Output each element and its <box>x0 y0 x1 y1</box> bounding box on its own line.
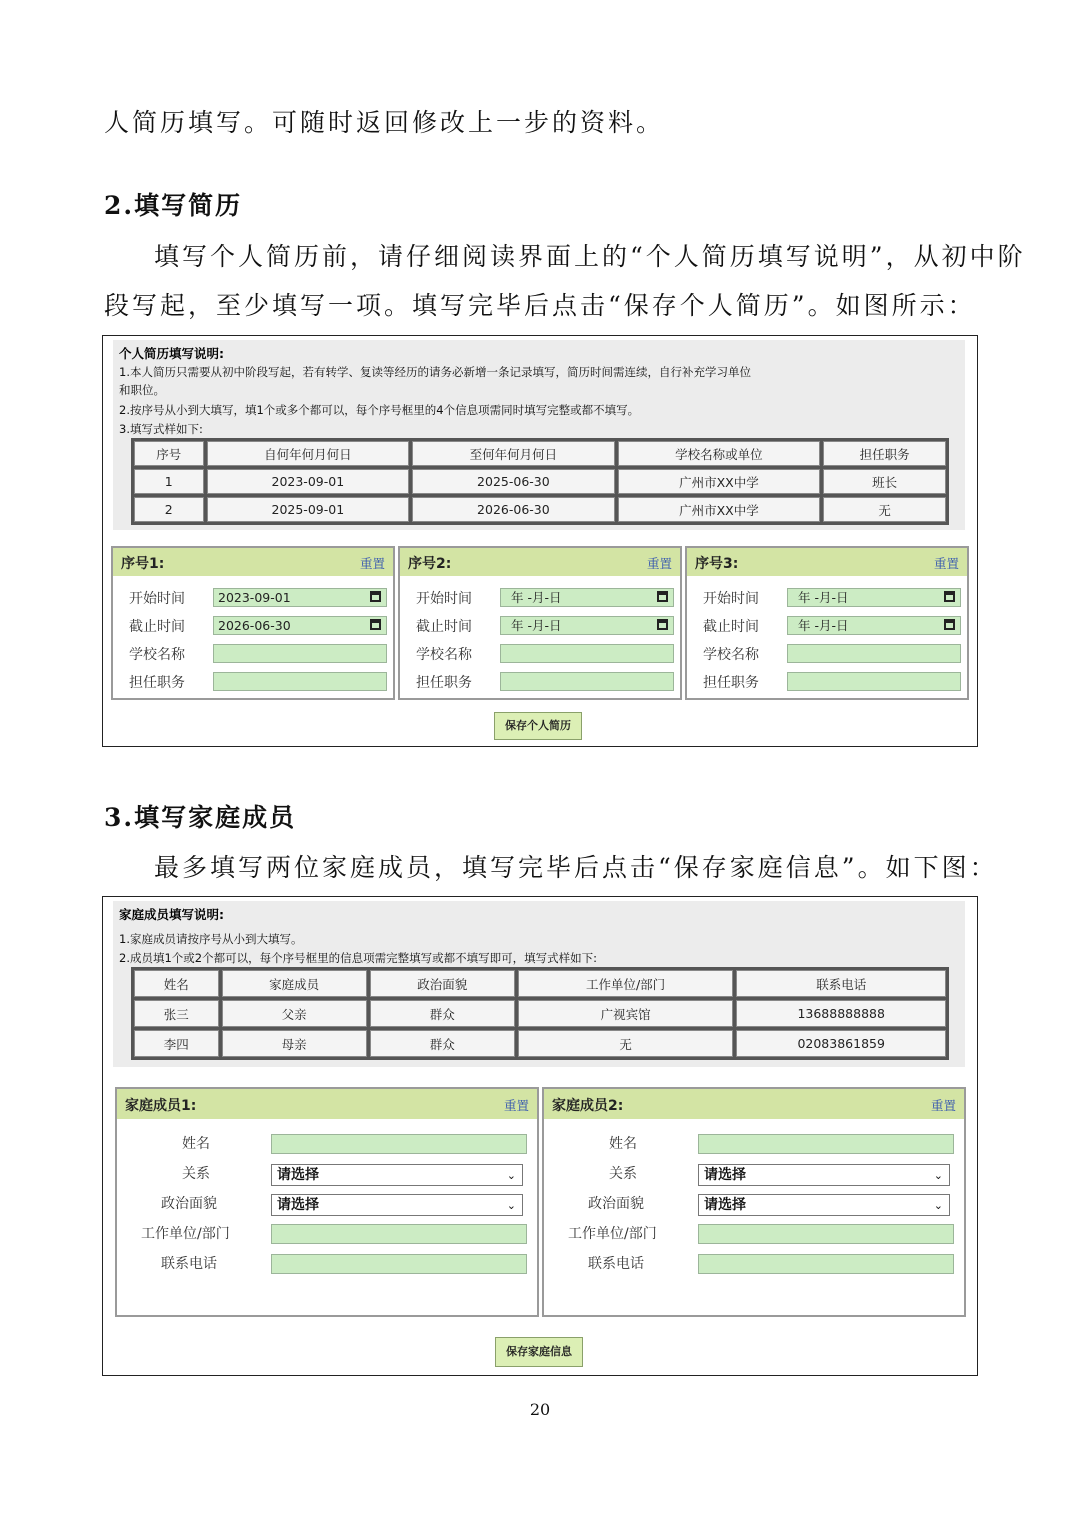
page-number: 20 <box>529 1400 551 1419</box>
table-cell: 2026-06-30 <box>412 497 615 522</box>
calendar-icon[interactable] <box>944 591 955 602</box>
work-unit-label: 工作单位/部门 <box>568 1226 657 1242</box>
relation-select[interactable]: 请选择 ⌄ <box>271 1164 523 1186</box>
table-cell: 2023-09-01 <box>207 469 410 494</box>
resume-panel-3 <box>685 546 969 700</box>
table-cell: 群众 <box>370 1000 515 1027</box>
panel-header <box>687 548 967 576</box>
section2-paragraph-line2: 段写起，至少填写一项。填写完毕后点击“保存个人简历”。如图所示： <box>104 291 976 320</box>
school-name-input[interactable] <box>787 644 961 663</box>
resume-panel-2 <box>398 546 682 700</box>
family-instructions-title: 家庭成员填写说明: <box>119 907 224 922</box>
start-date-input[interactable]: 2023-09-01 <box>213 588 387 607</box>
relation-select[interactable]: 请选择 ⌄ <box>698 1164 950 1186</box>
end-time-label: 截止时间 <box>416 619 472 635</box>
phone-label: 联系电话 <box>161 1256 217 1272</box>
panel-title: 序号1: <box>121 556 165 572</box>
chevron-down-icon: ⌄ <box>933 1169 943 1182</box>
resume-panel-1 <box>111 546 395 700</box>
reset-link[interactable]: 重置 <box>503 1098 529 1113</box>
table-cell: 无 <box>518 1030 734 1057</box>
resume-instruction-line: 和职位。 <box>119 383 165 397</box>
panel-title: 序号3: <box>695 556 739 572</box>
politics-select[interactable]: 请选择 ⌄ <box>271 1194 523 1216</box>
table-cell: 广州市XX中学 <box>618 497 821 522</box>
work-unit-input[interactable] <box>698 1224 954 1244</box>
save-resume-button[interactable]: 保存个人简历 <box>494 712 582 740</box>
table-cell: 13688888888 <box>736 1000 946 1027</box>
panel-header <box>544 1089 964 1119</box>
table-header: 学校名称或单位 <box>618 441 821 466</box>
table-header: 政治面貌 <box>370 970 515 997</box>
start-time-label: 开始时间 <box>703 591 759 607</box>
chevron-down-icon: ⌄ <box>933 1199 943 1212</box>
family-instruction-line: 2.成员填1个或2个都可以，每个序号框里的信息项需完整填写或都不填写即可，填写式样如下: <box>119 951 597 965</box>
resume-form-screenshot <box>102 335 978 747</box>
family-instructions <box>113 901 965 1067</box>
table-cell: 父亲 <box>222 1000 367 1027</box>
table-row <box>134 469 946 494</box>
reset-link[interactable]: 重置 <box>646 556 672 571</box>
duty-label: 担任职务 <box>703 675 759 691</box>
table-cell: 1 <box>134 469 204 494</box>
table-header: 家庭成员 <box>222 970 367 997</box>
section2-paragraph-line1: 填写个人简历前，请仔细阅读界面上的“个人简历填写说明”，从初中阶 <box>154 242 1026 271</box>
family-sample-table <box>131 967 949 1060</box>
calendar-icon[interactable] <box>657 619 668 630</box>
family-panel-1 <box>115 1087 539 1317</box>
panel-header <box>117 1089 537 1119</box>
table-cell: 2 <box>134 497 204 522</box>
duty-label: 担任职务 <box>416 675 472 691</box>
family-panel-2 <box>542 1087 966 1317</box>
table-header: 姓名 <box>134 970 219 997</box>
school-name-label: 学校名称 <box>416 647 472 663</box>
section3-paragraph-line1: 最多填写两位家庭成员，填写完毕后点击“保存家庭信息”。如下图： <box>154 853 998 882</box>
table-header: 工作单位/部门 <box>518 970 734 997</box>
phone-input[interactable] <box>698 1254 954 1274</box>
table-cell: 广州市XX中学 <box>618 469 821 494</box>
duty-input[interactable] <box>213 672 387 691</box>
politics-label: 政治面貌 <box>161 1196 217 1212</box>
section3-heading: 3.填写家庭成员 <box>104 803 297 832</box>
calendar-icon[interactable] <box>370 619 381 630</box>
relation-label: 关系 <box>609 1166 637 1182</box>
school-name-label: 学校名称 <box>703 647 759 663</box>
table-cell: 张三 <box>134 1000 219 1027</box>
school-name-label: 学校名称 <box>129 647 185 663</box>
table-cell: 2025-06-30 <box>412 469 615 494</box>
table-cell: 班长 <box>823 469 946 494</box>
reset-link[interactable]: 重置 <box>930 1098 956 1113</box>
school-name-input[interactable] <box>500 644 674 663</box>
panel-header <box>400 548 680 576</box>
duty-input[interactable] <box>787 672 961 691</box>
name-input[interactable] <box>271 1134 527 1154</box>
politics-label: 政治面貌 <box>588 1196 644 1212</box>
panel-header <box>113 548 393 576</box>
relation-label: 关系 <box>182 1166 210 1182</box>
phone-input[interactable] <box>271 1254 527 1274</box>
panel-title: 序号2: <box>408 556 452 572</box>
calendar-icon[interactable] <box>657 591 668 602</box>
duty-label: 担任职务 <box>129 675 185 691</box>
resume-sample-table <box>131 438 949 525</box>
chevron-down-icon: ⌄ <box>506 1169 516 1182</box>
end-date-input[interactable]: 年 -月-日 <box>787 616 961 635</box>
table-cell: 无 <box>823 497 946 522</box>
family-instruction-line: 1.家庭成员请按序号从小到大填写。 <box>119 932 303 946</box>
table-row <box>134 497 946 522</box>
start-date-input[interactable]: 年 -月-日 <box>787 588 961 607</box>
duty-input[interactable] <box>500 672 674 691</box>
name-input[interactable] <box>698 1134 954 1154</box>
start-time-label: 开始时间 <box>416 591 472 607</box>
table-header: 序号 <box>134 441 204 466</box>
table-cell: 李四 <box>134 1030 219 1057</box>
table-cell: 群众 <box>370 1030 515 1057</box>
table-cell: 广视宾馆 <box>518 1000 734 1027</box>
work-unit-input[interactable] <box>271 1224 527 1244</box>
end-time-label: 截止时间 <box>703 619 759 635</box>
end-time-label: 截止时间 <box>129 619 185 635</box>
resume-instruction-line: 1.本人简历只需要从初中阶段写起，若有转学、复读等经历的请务必新增一条记录填写，简历时间需连续，自行补充学习单位 <box>119 365 751 379</box>
reset-link[interactable]: 重置 <box>933 556 959 571</box>
end-date-input[interactable]: 年 -月-日 <box>500 616 674 635</box>
table-cell: 2025-09-01 <box>207 497 410 522</box>
school-name-input[interactable] <box>213 644 387 663</box>
panel-title: 家庭成员2: <box>552 1098 624 1114</box>
end-date-input[interactable]: 2026-06-30 <box>213 616 387 635</box>
table-cell: 02083861859 <box>736 1030 946 1057</box>
phone-label: 联系电话 <box>588 1256 644 1272</box>
table-header: 担任职务 <box>823 441 946 466</box>
resume-instruction-line: 2.按序号从小到大填写，填1个或多个都可以，每个序号框里的4个信息项需同时填写完整或都不填写。 <box>119 403 640 417</box>
table-header: 至何年何月何日 <box>412 441 615 466</box>
panel-title: 家庭成员1: <box>125 1098 197 1114</box>
intro-line: 人简历填写。可随时返回修改上一步的资料。 <box>104 108 665 137</box>
name-label: 姓名 <box>182 1136 210 1152</box>
name-label: 姓名 <box>609 1136 637 1152</box>
calendar-icon[interactable] <box>944 619 955 630</box>
family-form-screenshot <box>102 896 978 1376</box>
table-header: 自何年何月何日 <box>207 441 410 466</box>
politics-select[interactable]: 请选择 ⌄ <box>698 1194 950 1216</box>
resume-instructions-title: 个人简历填写说明: <box>119 346 224 361</box>
reset-link[interactable]: 重置 <box>359 556 385 571</box>
start-date-input[interactable]: 年 -月-日 <box>500 588 674 607</box>
work-unit-label: 工作单位/部门 <box>141 1226 230 1242</box>
start-time-label: 开始时间 <box>129 591 185 607</box>
chevron-down-icon: ⌄ <box>506 1199 516 1212</box>
resume-instructions <box>113 340 965 530</box>
table-header: 联系电话 <box>736 970 946 997</box>
resume-instruction-line: 3.填写式样如下: <box>119 422 203 436</box>
save-family-button[interactable]: 保存家庭信息 <box>495 1337 583 1367</box>
table-row <box>134 1000 946 1027</box>
table-cell: 母亲 <box>222 1030 367 1057</box>
table-row <box>134 1030 946 1057</box>
calendar-icon[interactable] <box>370 591 381 602</box>
section2-heading: 2.填写简历 <box>104 191 243 220</box>
